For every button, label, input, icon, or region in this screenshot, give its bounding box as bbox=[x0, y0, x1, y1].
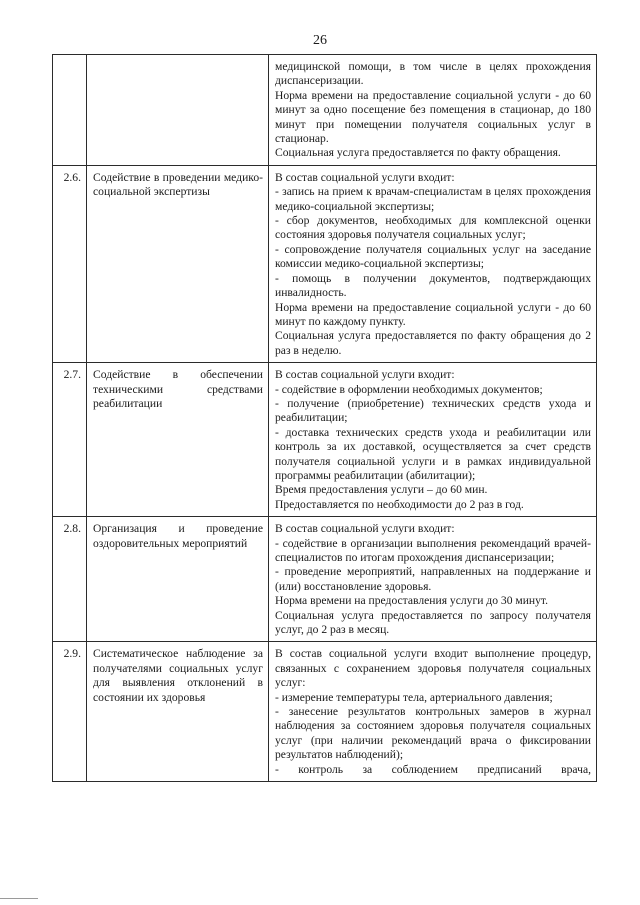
row-number bbox=[53, 55, 87, 166]
description-line: - сбор документов, необходимых для комплексной оценки состояния здоровья получателя социальных услуг; bbox=[275, 214, 591, 242]
page-edge-mark bbox=[0, 898, 38, 899]
service-description bbox=[269, 517, 597, 642]
services-table bbox=[52, 54, 597, 782]
table-row bbox=[53, 55, 597, 166]
table-row bbox=[53, 363, 597, 517]
description-line: В состав социальной услуги входит: bbox=[275, 522, 455, 536]
service-description bbox=[269, 55, 597, 166]
description-line: - содействие в оформлении необходимых документов; bbox=[275, 382, 543, 396]
table-row bbox=[53, 517, 597, 642]
page-number: 26 bbox=[313, 33, 327, 48]
description-line: Норма времени на предоставление социальной услуги - до 60 минут по каждому пункту. bbox=[275, 300, 591, 328]
description-line: - занесение результатов контрольных замеров в журнал наблюдения за состоянием здоровья получателя социальных услуг (при наличии рекомендаций врача о фиксировании результатов наблюдений); bbox=[275, 705, 591, 762]
description-line: медицинской помощи, в том числе в целях прохождения диспансеризации. bbox=[275, 60, 591, 88]
description-line: - проведение мероприятий, направленных на поддержание и (или) восстановление здоровья. bbox=[275, 565, 591, 593]
description-line: Норма времени на предоставления услуги до 30 минут. bbox=[275, 594, 549, 608]
description-line: - измерение температуры тела, артериального давления; bbox=[275, 690, 553, 704]
description-line: - получение (приобретение) технических средств ухода и реабилитации; bbox=[275, 396, 591, 425]
service-name: Систематическое наблюдение за получателями социальных услуг для выявления отклонений в состоянии их здоровья bbox=[87, 642, 269, 782]
service-description bbox=[269, 165, 597, 362]
description-line: В состав социальной услуги входит: bbox=[275, 368, 455, 382]
description-line: - доставка технических средств ухода и реабилитации или контроль за их доставкой, осуществляется за счет средств получателя социальной услуги и в рамках индивидуальной программы реабилитации (абилитации); bbox=[275, 425, 591, 482]
service-description bbox=[269, 642, 597, 782]
service-name: Содействие в обеспечении техническими средствами реабилитации bbox=[87, 363, 269, 517]
row-number: 2.6. bbox=[53, 165, 87, 362]
description-line: Социальная услуга предоставляется по факту обращения. bbox=[275, 146, 561, 160]
row-number: 2.8. bbox=[53, 517, 87, 642]
description-line: В состав социальной услуги входит выполнение процедур, связанных с сохранением здоровья получателя социальных услуг: bbox=[275, 647, 591, 690]
table-row bbox=[53, 165, 597, 362]
description-line: Норма времени на предоставление социальной услуги - до 60 минут за одно посещение без помещения в стационар, до 180 минут при помещении получателя социальных услуг в стационар. bbox=[275, 88, 591, 146]
description-line: Социальная услуга предоставляется по запросу получателя услуг, до 2 раз в месяц. bbox=[275, 608, 591, 637]
description-line: - контроль за соблюдением предписаний врача, bbox=[275, 762, 591, 776]
description-line: В состав социальной услуги входит: bbox=[275, 170, 455, 184]
row-number: 2.7. bbox=[53, 363, 87, 517]
description-line: Социальная услуга предоставляется по факту обращения до 2 раз в неделю. bbox=[275, 329, 591, 357]
description-line: - сопровождение получателя социальных услуг на заседание комиссии медико-социальной экспертизы; bbox=[275, 242, 591, 271]
description-line: Предоставляется по необходимости до 2 раз в год. bbox=[275, 497, 524, 511]
service-description bbox=[269, 363, 597, 517]
row-number: 2.9. bbox=[53, 642, 87, 782]
service-name bbox=[87, 55, 269, 166]
service-name: Организация и проведение оздоровительных мероприятий bbox=[87, 517, 269, 642]
table-row bbox=[53, 642, 597, 782]
description-line: Время предоставления услуги – до 60 мин. bbox=[275, 483, 488, 497]
service-name: Содействие в проведении медико-социальной экспертизы bbox=[87, 165, 269, 362]
description-line: - содействие в организации выполнения рекомендаций врачей-специалистов по итогам прохождения диспансеризации; bbox=[275, 536, 591, 564]
description-line: - запись на прием к врачам-специалистам в целях прохождения медико-социальной экспертизы; bbox=[275, 185, 591, 213]
description-line: - помощь в получении документов, подтверждающих инвалидность. bbox=[275, 271, 591, 300]
